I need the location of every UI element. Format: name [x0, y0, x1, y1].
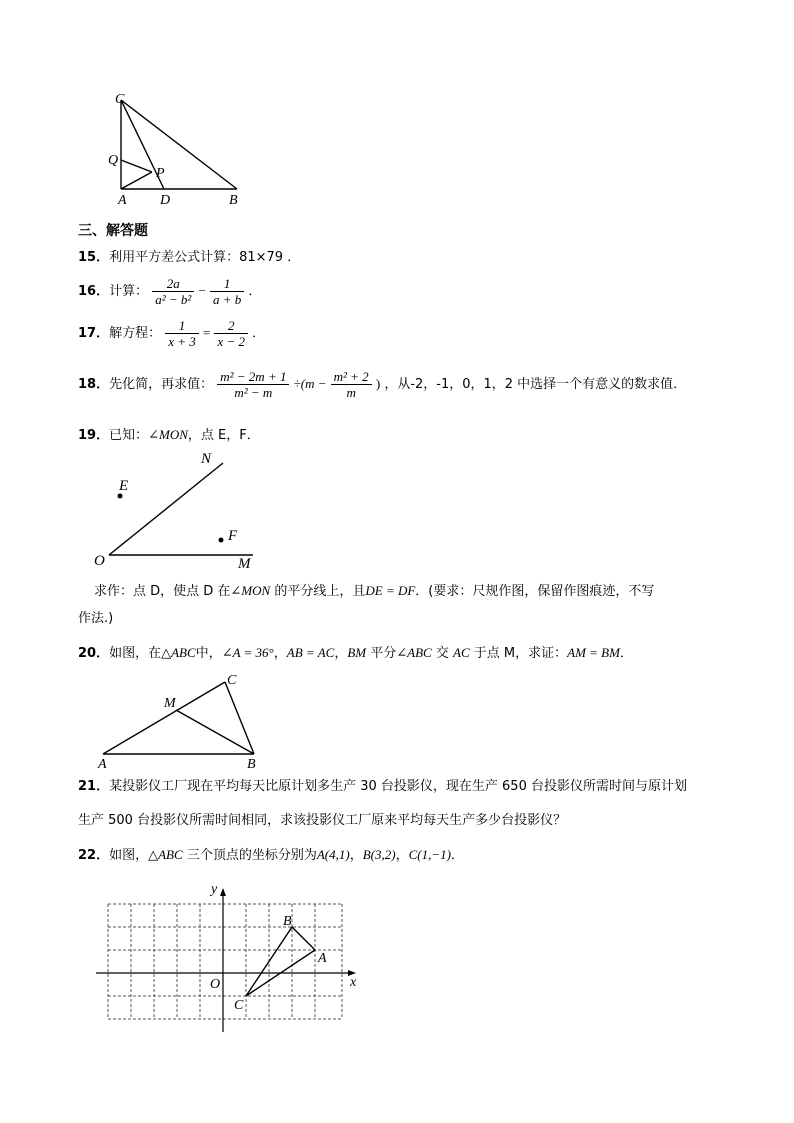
q18-close-paren: )	[375, 376, 381, 391]
q15-number: 15．	[78, 250, 110, 265]
label-o: O	[210, 977, 221, 992]
q18-divide: ÷(m −	[293, 376, 327, 391]
q16-prefix: 计算：	[109, 284, 149, 299]
q19-text-b: ，点 E，F．	[187, 428, 260, 443]
question-21-line2: 生产 500 台投影仪所需时间相同，求该投影仪工厂原来平均每天生产多少台投影仪？	[78, 813, 567, 828]
q19-angle: ∠MON	[148, 427, 188, 442]
label-e: E	[119, 478, 129, 494]
label-m: M	[238, 556, 251, 572]
question-18	[78, 369, 686, 400]
point-e	[118, 494, 123, 499]
q17-equals: =	[202, 325, 211, 340]
q17-number: 17．	[78, 326, 110, 341]
q18-suffix: ，从-2，-1，0，1，2 中选择一个有意义的数求值．	[384, 377, 687, 392]
q17-prefix: 解方程：	[109, 326, 162, 341]
question-21: 21．某投影仪工厂现在平均每天比原计划多生产 30 台投影仪，现在生产 650 台投影仪所需时间与原计划	[78, 779, 687, 794]
q18-number: 18．	[78, 377, 110, 392]
label-b: B	[283, 914, 292, 929]
q16-number: 16．	[78, 284, 110, 299]
q17-fraction-1: $\frac{1}{x + 3}$	[165, 318, 199, 349]
label-b: B	[247, 757, 256, 770]
label-m: M	[164, 696, 176, 711]
label-c: C	[234, 998, 244, 1013]
label-c: C	[115, 92, 125, 107]
q18-prefix: 先化简，再求值：	[109, 377, 214, 392]
label-o: O	[94, 553, 105, 569]
label-a: A	[98, 757, 107, 770]
q20-triangle-figure	[95, 670, 270, 770]
label-f: F	[228, 528, 238, 544]
q17-suffix: ．	[252, 326, 266, 341]
label-y: y	[211, 882, 218, 897]
question-20: 20．如图，在△ABC中，∠A = 36°，AB = AC，BM 平分∠ABC 交 AC 于点 M，求证：AM = BM．	[78, 645, 633, 661]
q19-requirement: 求作：点 D，使点 D 在∠MON 的平分线上，且DE = DF．(要求：尺规作图，保留作图痕迹，不写	[94, 583, 655, 599]
q19-angle-figure	[88, 448, 268, 573]
q22-coordinate-grid	[90, 878, 370, 1038]
q19-requirement-line2: 作法.)	[78, 611, 114, 626]
question-15	[78, 249, 300, 267]
q18-fraction-1: $\frac{\text{m² − 2m + 1}}{\text{m² − m}}$	[217, 369, 289, 400]
q18-fraction-2: $\frac{\text{m² + 2}}{m}$	[331, 369, 372, 400]
point-f	[219, 538, 224, 543]
label-c: C	[227, 673, 237, 688]
q15-text: 利用平方差公式计算：81×79 ．	[109, 250, 301, 265]
label-x: x	[350, 975, 357, 990]
question-22: 22．如图，△ABC 三个顶点的坐标分别为A(4,1)，B(3,2)，C(1,−1)．	[78, 847, 464, 863]
label-n: N	[201, 451, 212, 467]
q19-text-a: 已知：	[109, 428, 149, 443]
question-19	[78, 426, 260, 445]
question-17	[78, 318, 265, 349]
label-p: P	[156, 166, 165, 181]
label-a: A	[318, 951, 327, 966]
q19-number: 19．	[78, 428, 110, 443]
label-d: D	[160, 193, 171, 208]
q17-fraction-2: $\frac{2}{x - 2}$	[214, 318, 248, 349]
q16-fraction-1: $\frac{2a}{\text{a² − b²}}$	[152, 276, 194, 307]
question-16	[78, 276, 261, 307]
label-a: A	[118, 193, 127, 208]
label-b: B	[229, 193, 238, 208]
q16-minus: −	[198, 283, 206, 298]
section-title: 三、解答题	[78, 223, 148, 239]
label-q: Q	[108, 153, 119, 168]
q16-suffix: ．	[248, 284, 262, 299]
top-triangle-figure	[100, 88, 260, 208]
q16-fraction-2: $\frac{1}{a + b}$	[210, 276, 244, 307]
